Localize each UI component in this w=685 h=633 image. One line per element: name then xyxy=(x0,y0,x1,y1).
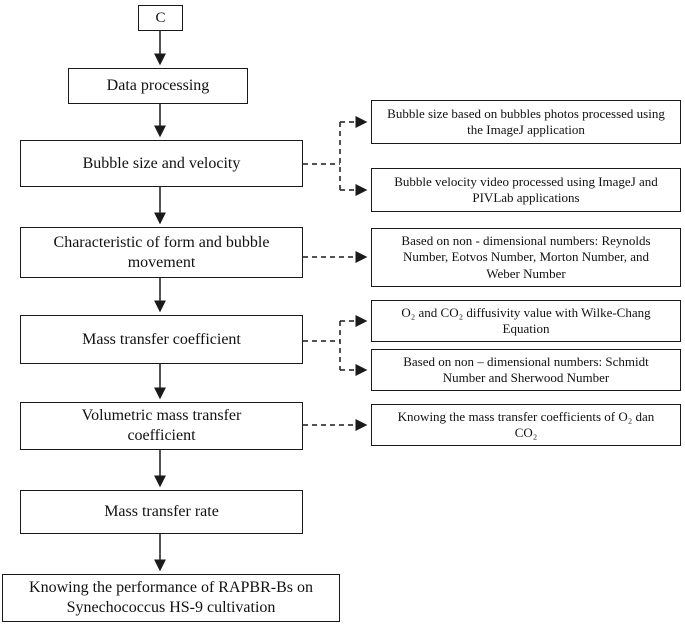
note-mass-transfer-coefficients-o2-co2: Knowing the mass transfer coefficients of O₂ dan CO₂ xyxy=(371,404,681,446)
node-mass-transfer-coefficient: Mass transfer coefficient xyxy=(20,315,303,364)
node-volumetric-mass-transfer-coefficient: Volumetric mass transfer coefficient xyxy=(20,402,303,450)
note-bubble-size-imagej: Bubble size based on bubbles photos processed using the ImageJ application xyxy=(371,100,681,144)
note-diffusivity-wilke-chang: O₂ and CO₂ diffusivity value with Wilke-Chang Equation xyxy=(371,300,681,342)
note-nondimensional-reynolds: Based on non - dimensional numbers: Reynolds Number, Eotvos Number, Morton Number, and Weber Number xyxy=(371,228,681,287)
node-characteristic-form-movement: Characteristic of form and bubble movement xyxy=(20,227,303,278)
node-bubble-size-velocity: Bubble size and velocity xyxy=(20,140,303,187)
node-connector-c: C xyxy=(138,5,183,31)
note-nondimensional-schmidt-sherwood: Based on non – dimensional numbers: Schmidt Number and Sherwood Number xyxy=(371,349,681,391)
node-data-processing: Data processing xyxy=(68,68,248,104)
note-bubble-velocity-pivlab: Bubble velocity video processed using ImageJ and PIVLab applications xyxy=(371,168,681,212)
node-mass-transfer-rate: Mass transfer rate xyxy=(20,490,303,534)
node-performance-outcome: Knowing the performance of RAPBR-Bs on Synechococcus HS-9 cultivation xyxy=(2,574,340,622)
